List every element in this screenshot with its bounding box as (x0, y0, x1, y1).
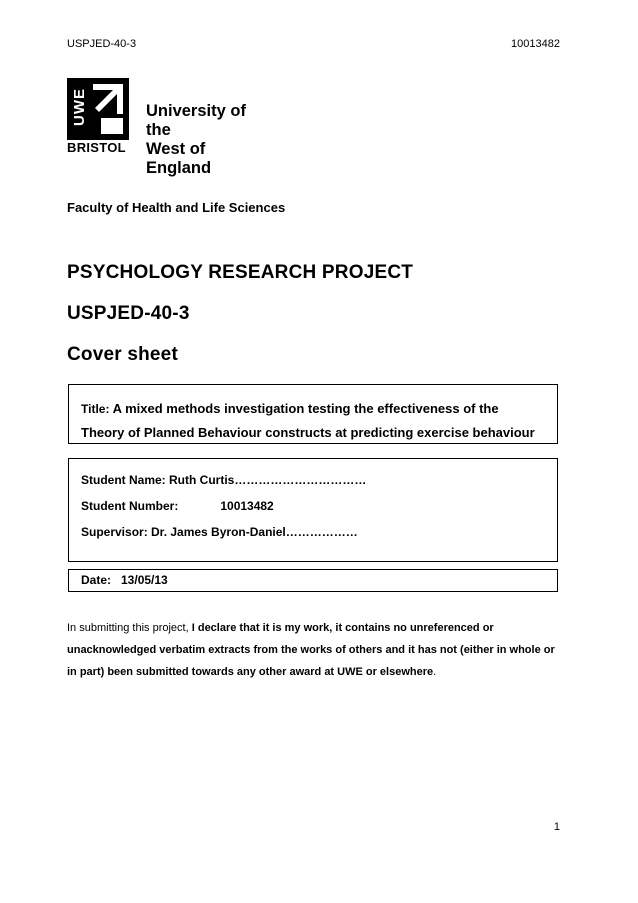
date-box (68, 569, 558, 592)
declaration-statement: I declare that it is my work, it contains no unreferenced or unacknowledged verbatim extracts from the works of others and it has not (either in whole or in part) been submitted towards any other award at UWE or elsewhere (67, 622, 555, 678)
title-line1 (81, 397, 557, 421)
title-text-line2: Theory of Planned Behaviour constructs at predicting exercise behaviour (81, 425, 535, 440)
uwe-logo-text: UWE (71, 88, 88, 126)
university-name-line1: University of the (146, 102, 246, 139)
declaration-intro: In submitting this project, (67, 622, 192, 634)
module-heading: USPJED-40-3 (67, 303, 190, 324)
bristol-text: BRISTOL (67, 140, 126, 155)
uwe-logo (67, 78, 267, 177)
university-name-line2: West of England (146, 140, 212, 177)
student-number-row (81, 493, 557, 519)
cover-sheet-heading: Cover sheet (67, 344, 178, 365)
student-name-row: Student Name: Ruth Curtis…………………………… (81, 473, 367, 487)
declaration-end: . (433, 666, 437, 678)
university-name (146, 102, 267, 178)
page-number: 1 (553, 821, 560, 833)
header-student-number: 10013482 (511, 38, 560, 50)
title-text-line1: A mixed methods investigation testing the effectiveness of the (112, 401, 499, 416)
faculty-name: Faculty of Health and Life Sciences (67, 200, 286, 215)
declaration-text (67, 617, 567, 683)
student-details-box (68, 458, 558, 562)
header-module-code: USPJED-40-3 (67, 38, 137, 50)
supervisor-row: Supervisor: Dr. James Byron-Daniel……………… (81, 525, 358, 539)
project-heading: PSYCHOLOGY RESEARCH PROJECT (67, 262, 414, 283)
title-label: Title: (81, 402, 110, 416)
date-row: Date: 13/05/13 (81, 573, 168, 587)
title-box (68, 384, 558, 444)
student-number-label: Student Number: (81, 499, 179, 513)
student-number-value: 10013482 (220, 499, 274, 513)
